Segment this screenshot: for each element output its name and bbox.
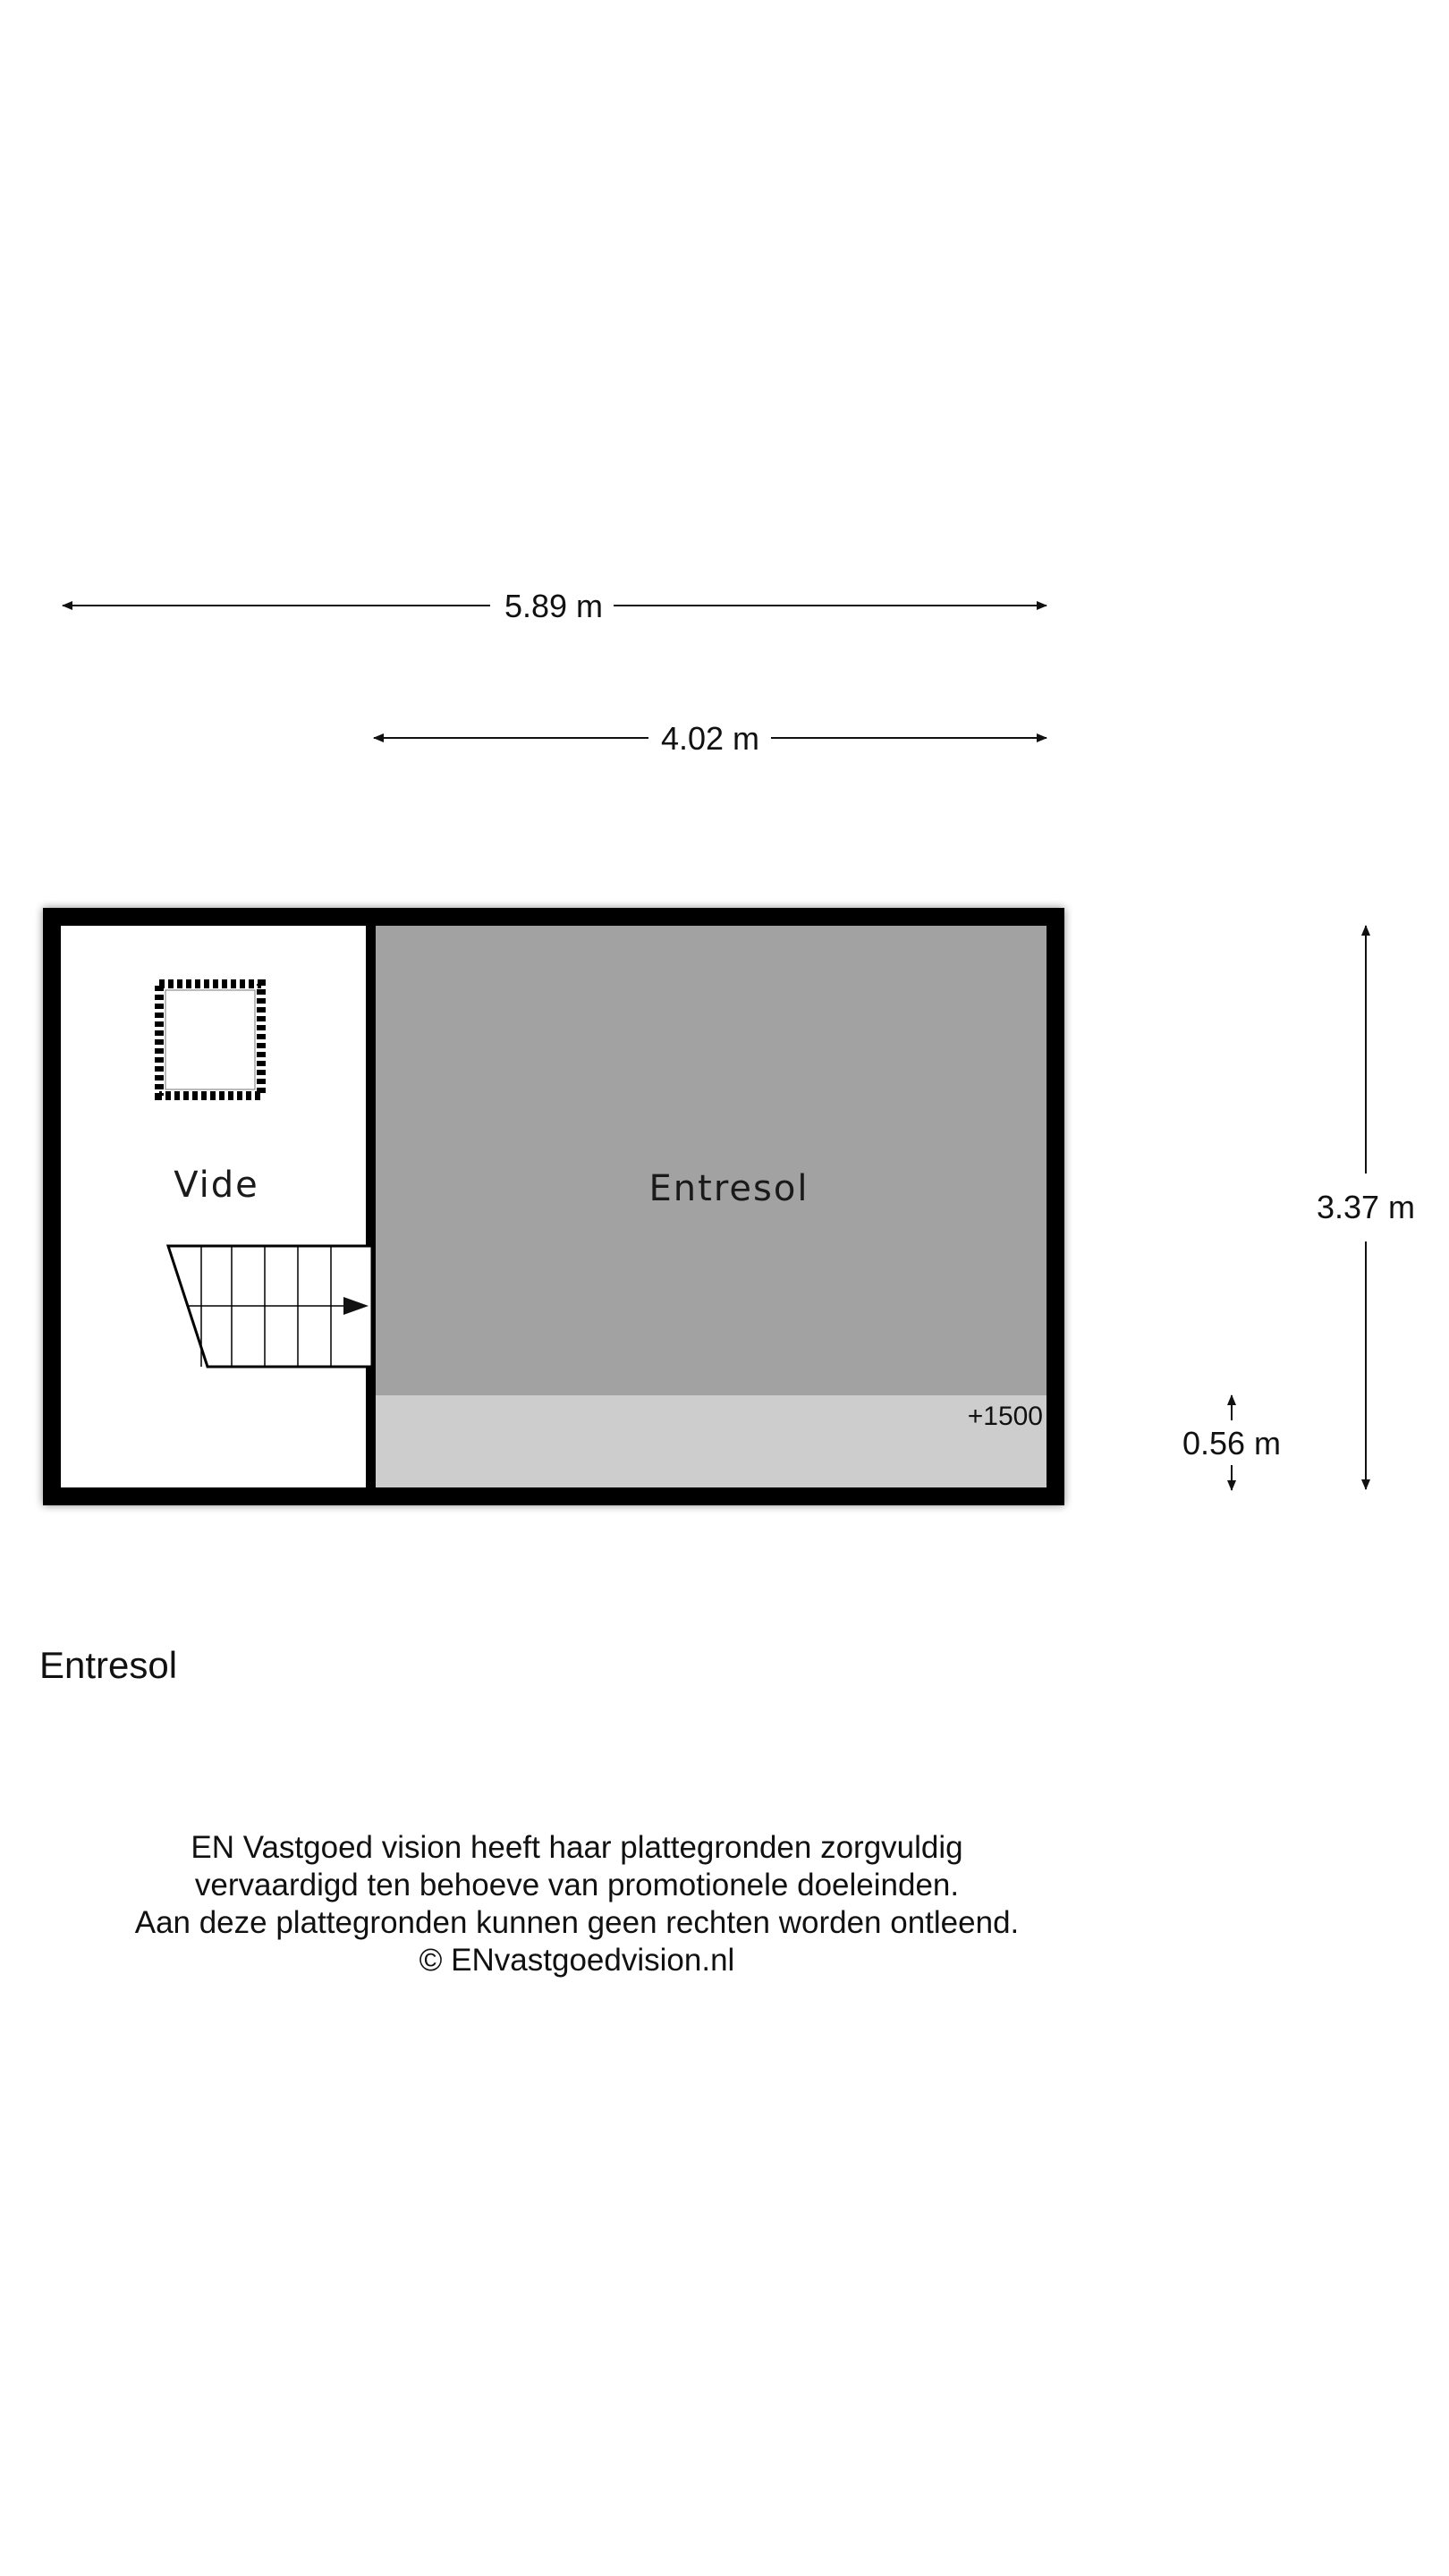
dimension-total-width <box>63 588 1046 624</box>
dimension-strip-height-label: 0.56 m <box>1182 1425 1282 1462</box>
room-label-entresol: Entresol <box>648 1168 809 1209</box>
level-marker: +1500 <box>967 1402 1043 1431</box>
dimension-total-width-label: 5.89 m <box>504 588 604 624</box>
disclaimer <box>0 1829 1154 1979</box>
dimension-height <box>1317 926 1415 1489</box>
dimension-strip-height <box>1182 1395 1281 1490</box>
room-label-vide: Vide <box>174 1165 259 1206</box>
disclaimer-line: EN Vastgoed vision heeft haar plattegronden zorgvuldig <box>191 1830 963 1865</box>
disclaimer-line: Aan deze plattegronden kunnen geen rechten worden ontleend. <box>134 1905 1020 1940</box>
disclaimer-line: vervaardigd ten behoeve van promotionele doeleinden. <box>194 1868 960 1902</box>
floor-label: Entresol <box>39 1644 178 1686</box>
entresol-area <box>376 926 1046 1395</box>
disclaimer-copyright: © ENvastgoedvision.nl <box>419 1943 735 1978</box>
dimension-height-label: 3.37 m <box>1316 1189 1416 1225</box>
lower-strip <box>376 1395 1046 1487</box>
dimension-entresol-width <box>374 720 1046 757</box>
skylight-icon <box>159 984 261 1096</box>
dimension-entresol-width-label: 4.02 m <box>660 720 760 757</box>
